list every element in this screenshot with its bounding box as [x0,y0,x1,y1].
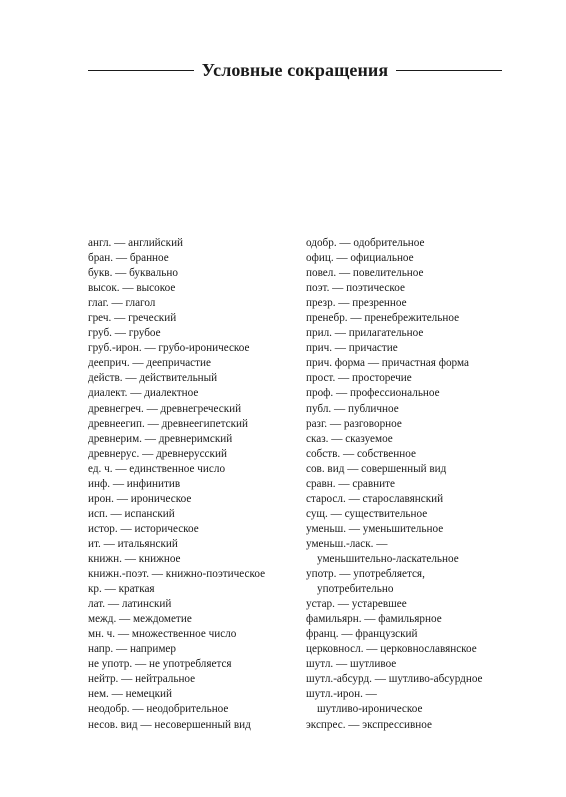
abbreviation-entry: глаг. — глагол [88,297,156,310]
abbreviation-entry: действ. — действительный [88,372,218,385]
abbreviation-entry [306,356,506,371]
abbreviation-text: прич. форма — причастная форма [306,357,469,370]
abbreviation-text: сущ. — существительное [306,507,428,520]
abbreviation-entry [306,718,506,733]
abbreviation-entry [306,341,506,356]
abbreviation-entry [306,296,506,311]
abbreviation-text: офиц. — официальное [306,252,414,265]
abbreviation-text: проф. — профессиональное [306,387,440,400]
abbreviation-entry [306,477,506,492]
abbreviation-text: прост. — просторечие [306,372,412,385]
abbreviation-entry [306,371,506,386]
abbreviation-entry: не употр. — не употребляется [88,658,232,671]
abbreviation-entry [306,462,506,477]
abbreviation-entry: книжн.-поэт. — книжно-поэтическое [88,568,266,581]
abbreviation-entry [306,522,506,537]
abbreviation-continuation: шутливо-ироническое [317,703,423,716]
abbreviation-entry: истор. — историческое [88,522,199,535]
abbreviation-entry: греч. — греческий [88,312,177,325]
abbreviation-entry: диалект. — диалектное [88,387,199,400]
abbreviation-text: франц. — французский [306,628,418,641]
abbreviation-entry [306,567,506,597]
abbreviation-text: собств. — собственное [306,447,416,460]
header-rule-left [88,70,194,71]
abbreviation-text: сов. вид — совершенный вид [306,462,447,475]
abbreviation-entry [306,417,506,432]
abbreviation-entry [306,432,506,447]
abbreviation-entry: высок. — высокое [88,282,176,295]
abbreviation-text: разг. — разговорное [306,417,402,430]
abbreviation-text: экспрес. — экспрессивное [306,718,432,731]
abbreviation-text: сравн. — сравните [306,477,396,490]
abbreviation-entry: груб. — грубое [88,327,161,340]
abbreviation-entry: инф. — инфинитив [88,477,181,490]
abbreviation-continuation: употребительно [317,583,394,596]
abbreviation-entry [306,612,506,627]
abbreviation-entry [306,507,506,522]
abbreviation-entry [306,236,506,251]
abbreviation-entry: ед. ч. — единственное число [88,462,226,475]
abbreviation-entry: древнерим. — древнеримский [88,432,233,445]
abbreviations-right-column [306,236,506,733]
abbreviation-entry: книжн. — книжное [88,552,181,565]
abbreviation-entry [306,627,506,642]
abbreviation-entry: межд. — междометие [88,613,192,626]
abbreviation-text: одобр. — одобрительное [306,237,425,249]
abbreviation-entry: неодобр. — неодобрительное [88,703,229,716]
abbreviation-text: уменьш. — уменьшительное [306,522,444,535]
abbreviation-entry: букв. — буквально [88,267,178,280]
abbreviation-text: презр. — презренное [306,297,407,310]
abbreviation-entry: мн. ч. — множественное число [88,628,237,641]
abbreviation-text: сказ. — сказуемое [306,432,393,445]
abbreviation-text: церковносл. — церковнославянское [306,643,477,656]
abbreviation-entry [306,447,506,462]
abbreviation-entry: напр. — например [88,643,176,656]
abbreviation-entry [306,492,506,507]
abbreviation-entry: древнерус. — древнерусский [88,447,227,460]
abbreviation-entry [306,687,506,717]
abbreviation-text: устар. — устаревшее [306,598,407,611]
abbreviation-text: прич. — причастие [306,342,398,355]
abbreviation-entry [306,402,506,417]
abbreviation-entry [306,642,506,657]
abbreviation-text: фамильярн. — фамильярное [306,613,442,626]
abbreviation-entry [306,311,506,326]
abbreviation-text: пренебр. — пренебрежительное [306,312,460,325]
abbreviation-text: уменьш.-ласк. — [306,537,388,550]
abbreviation-entry [306,251,506,266]
abbreviation-text: шутл.-абсурд. — шутливо-абсурдное [306,673,483,686]
abbreviation-text: старосл. — старославянский [306,492,444,505]
abbreviation-entry: исп. — испанский [88,507,175,520]
abbreviation-entry: кр. — краткая [88,583,155,596]
abbreviation-entry: ит. — итальянский [88,537,178,550]
abbreviation-entry: ирон. — ироническое [88,492,192,505]
abbreviation-text: употр. — употребляется, [306,568,425,581]
abbreviation-text: поэт. — поэтическое [306,282,405,295]
abbreviation-entry: бран. — бранное [88,252,169,265]
abbreviation-entry: нейтр. — нейтральное [88,673,196,686]
abbreviations-left-column [88,236,293,733]
page-title: Условные сокращения [201,59,389,80]
abbreviation-entry: груб.-ирон. — грубо-ироническое [88,342,250,355]
abbreviation-entry: древнеегип. — древнеегипетский [88,417,248,430]
abbreviation-entry [306,657,506,672]
abbreviation-entry [306,281,506,296]
abbreviation-text: шутл.-ирон. — [306,688,377,701]
abbreviation-text: шутл. — шутливое [306,658,397,671]
abbreviation-entry [306,326,506,341]
abbreviation-text: повел. — повелительное [306,267,424,280]
abbreviation-continuation: уменьшительно-ласкательное [317,552,459,565]
abbreviation-entry: древнегреч. — древнегреческий [88,402,242,415]
abbreviation-text: прил. — прилагательное [306,327,424,340]
abbreviation-entry [306,386,506,401]
abbreviation-entry: несов. вид — несовершенный вид [88,718,251,731]
abbreviation-entry: дееприч. — деепричастие [88,357,211,370]
abbreviation-entry [306,266,506,281]
abbreviation-entry: лат. — латинский [88,598,172,611]
abbreviation-entry [306,537,506,567]
abbreviation-entry: нем. — немецкий [88,688,173,701]
abbreviation-entry: англ. — английский [88,237,184,249]
page-header [88,56,502,84]
abbreviation-entry [306,597,506,612]
abbreviation-text: публ. — публичное [306,402,399,415]
abbreviation-entry [306,672,506,687]
header-rule-right [396,70,502,71]
